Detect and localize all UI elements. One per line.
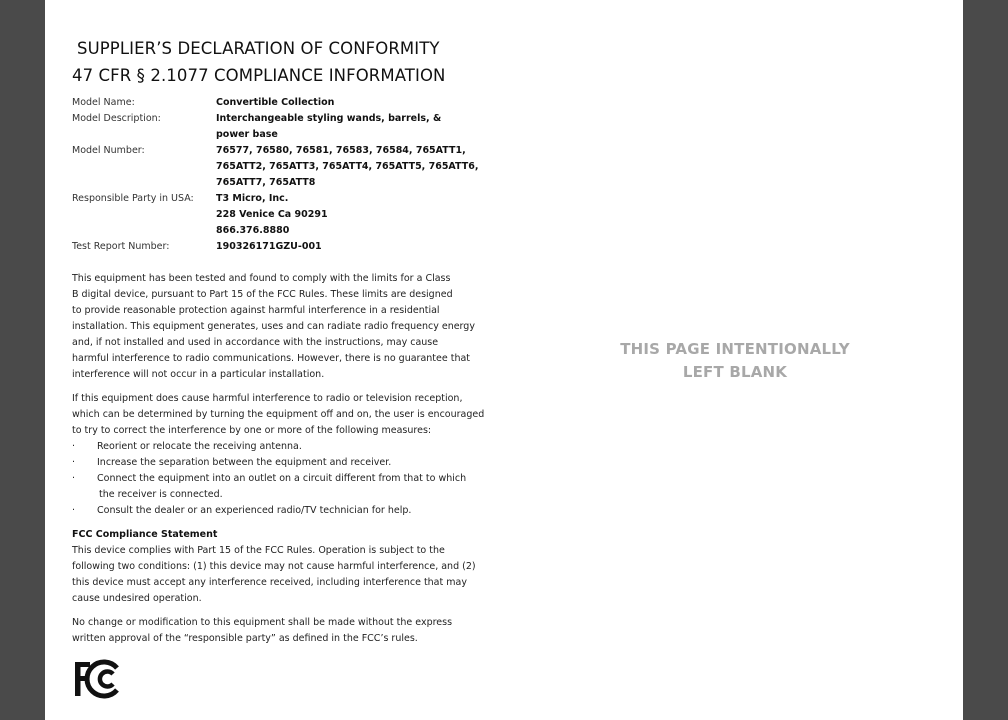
spec-value-line: 765ATT2, 765ATT3, 765ATT4, 765ATT5, 765ATT6, [216, 161, 479, 172]
blank-notice-line-2: LEFT BLANK [682, 363, 788, 381]
paragraph-line: to try to correct the interference by one or more of the following measures: [72, 425, 432, 436]
spec-row-test-report [72, 239, 492, 255]
page-title [72, 35, 502, 89]
spec-value [216, 111, 476, 143]
paragraph-line: which can be determined by turning the equipment off and on, the user is encouraged [72, 409, 485, 420]
paragraph-line: No change or modification to this equipment shall be made without the express [72, 617, 453, 628]
paragraph-line: B digital device, pursuant to Part 15 of the FCC Rules. These limits are designed [72, 289, 453, 300]
spec-value [216, 95, 476, 111]
intentionally-blank-notice [595, 338, 875, 384]
modification-paragraph [72, 615, 472, 647]
spec-row-model-description [72, 111, 492, 143]
bullet-dot: · [72, 505, 76, 516]
document-page [45, 0, 963, 720]
bullet-dot: · [72, 441, 76, 452]
spec-value [216, 143, 479, 191]
compliance-paragraph-2 [72, 391, 485, 439]
spec-value-line: 190326171GZU-001 [216, 241, 322, 252]
compliance-paragraph-1 [72, 271, 475, 383]
measures-list [72, 439, 472, 519]
paragraph-line: following two conditions: (1) this device may not cause harmful interference, and (2) [72, 561, 476, 572]
spec-label: Model Number: [72, 145, 145, 156]
list-item [72, 471, 472, 503]
fcc-logo-icon [73, 659, 121, 699]
spec-value-line: T3 Micro, Inc. [216, 193, 289, 204]
spec-row-responsible-party [72, 191, 492, 239]
list-item [72, 439, 472, 455]
spec-value-line: power base [216, 129, 278, 140]
spec-value-line: Convertible Collection [216, 97, 335, 108]
title-line-1: SUPPLIER’S DECLARATION OF CONFORMITY [77, 39, 440, 58]
spec-value [216, 191, 476, 239]
paragraph-line: This device complies with Part 15 of the FCC Rules. Operation is subject to the [72, 545, 445, 556]
spec-table [72, 95, 492, 255]
spec-row-model-name [72, 95, 492, 111]
paragraph-line: to provide reasonable protection against harmful interference in a residential [72, 305, 440, 316]
spec-value-line: 765ATT7, 765ATT8 [216, 177, 316, 188]
spec-label: Responsible Party in USA: [72, 193, 194, 204]
bullet-dot: · [72, 457, 76, 468]
list-item-text: the receiver is connected. [99, 489, 223, 500]
list-item [72, 503, 472, 519]
spec-label: Test Report Number: [72, 241, 170, 252]
spec-value-line: 228 Venice Ca 90291 [216, 209, 328, 220]
paragraph-line: this device must accept any interference received, including interference that may [72, 577, 467, 588]
fcc-statement-heading: FCC Compliance Statement [72, 529, 218, 540]
title-line-2: 47 CFR § 2.1077 COMPLIANCE INFORMATION [72, 66, 446, 85]
bullet-dot: · [72, 473, 76, 484]
spec-label: Model Name: [72, 97, 135, 108]
spec-value-line: 866.376.8880 [216, 225, 290, 236]
paragraph-line: and, if not installed and used in accordance with the instructions, may cause [72, 337, 439, 348]
paragraph-line: If this equipment does cause harmful interference to radio or television reception, [72, 393, 463, 404]
spec-value-line: Interchangeable styling wands, barrels, & [216, 113, 442, 124]
list-item-text: Reorient or relocate the receiving antenna. [97, 441, 302, 452]
paragraph-line: written approval of the “responsible party” as defined in the FCC’s rules. [72, 633, 418, 644]
paragraph-line: interference will not occur in a particular installation. [72, 369, 325, 380]
fcc-statement-paragraph [72, 543, 476, 607]
paragraph-line: cause undesired operation. [72, 593, 202, 604]
list-item-text: Consult the dealer or an experienced radio/TV technician for help. [97, 505, 412, 516]
list-item-text: Connect the equipment into an outlet on a circuit different from that to which [97, 473, 467, 484]
list-item [72, 455, 472, 471]
spec-value-line: 76577, 76580, 76581, 76583, 76584, 765ATT1, [216, 145, 466, 156]
spec-label: Model Description: [72, 113, 161, 124]
spec-row-model-number [72, 143, 492, 191]
paragraph-line: harmful interference to radio communications. However, there is no guarantee that [72, 353, 471, 364]
blank-notice-line-1: THIS PAGE INTENTIONALLY [620, 340, 850, 358]
spec-value [216, 239, 476, 255]
paragraph-line: This equipment has been tested and found to comply with the limits for a Class [72, 273, 451, 284]
paragraph-line: installation. This equipment generates, uses and can radiate radio frequency energy [72, 321, 475, 332]
list-item-text: Increase the separation between the equipment and receiver. [97, 457, 392, 468]
